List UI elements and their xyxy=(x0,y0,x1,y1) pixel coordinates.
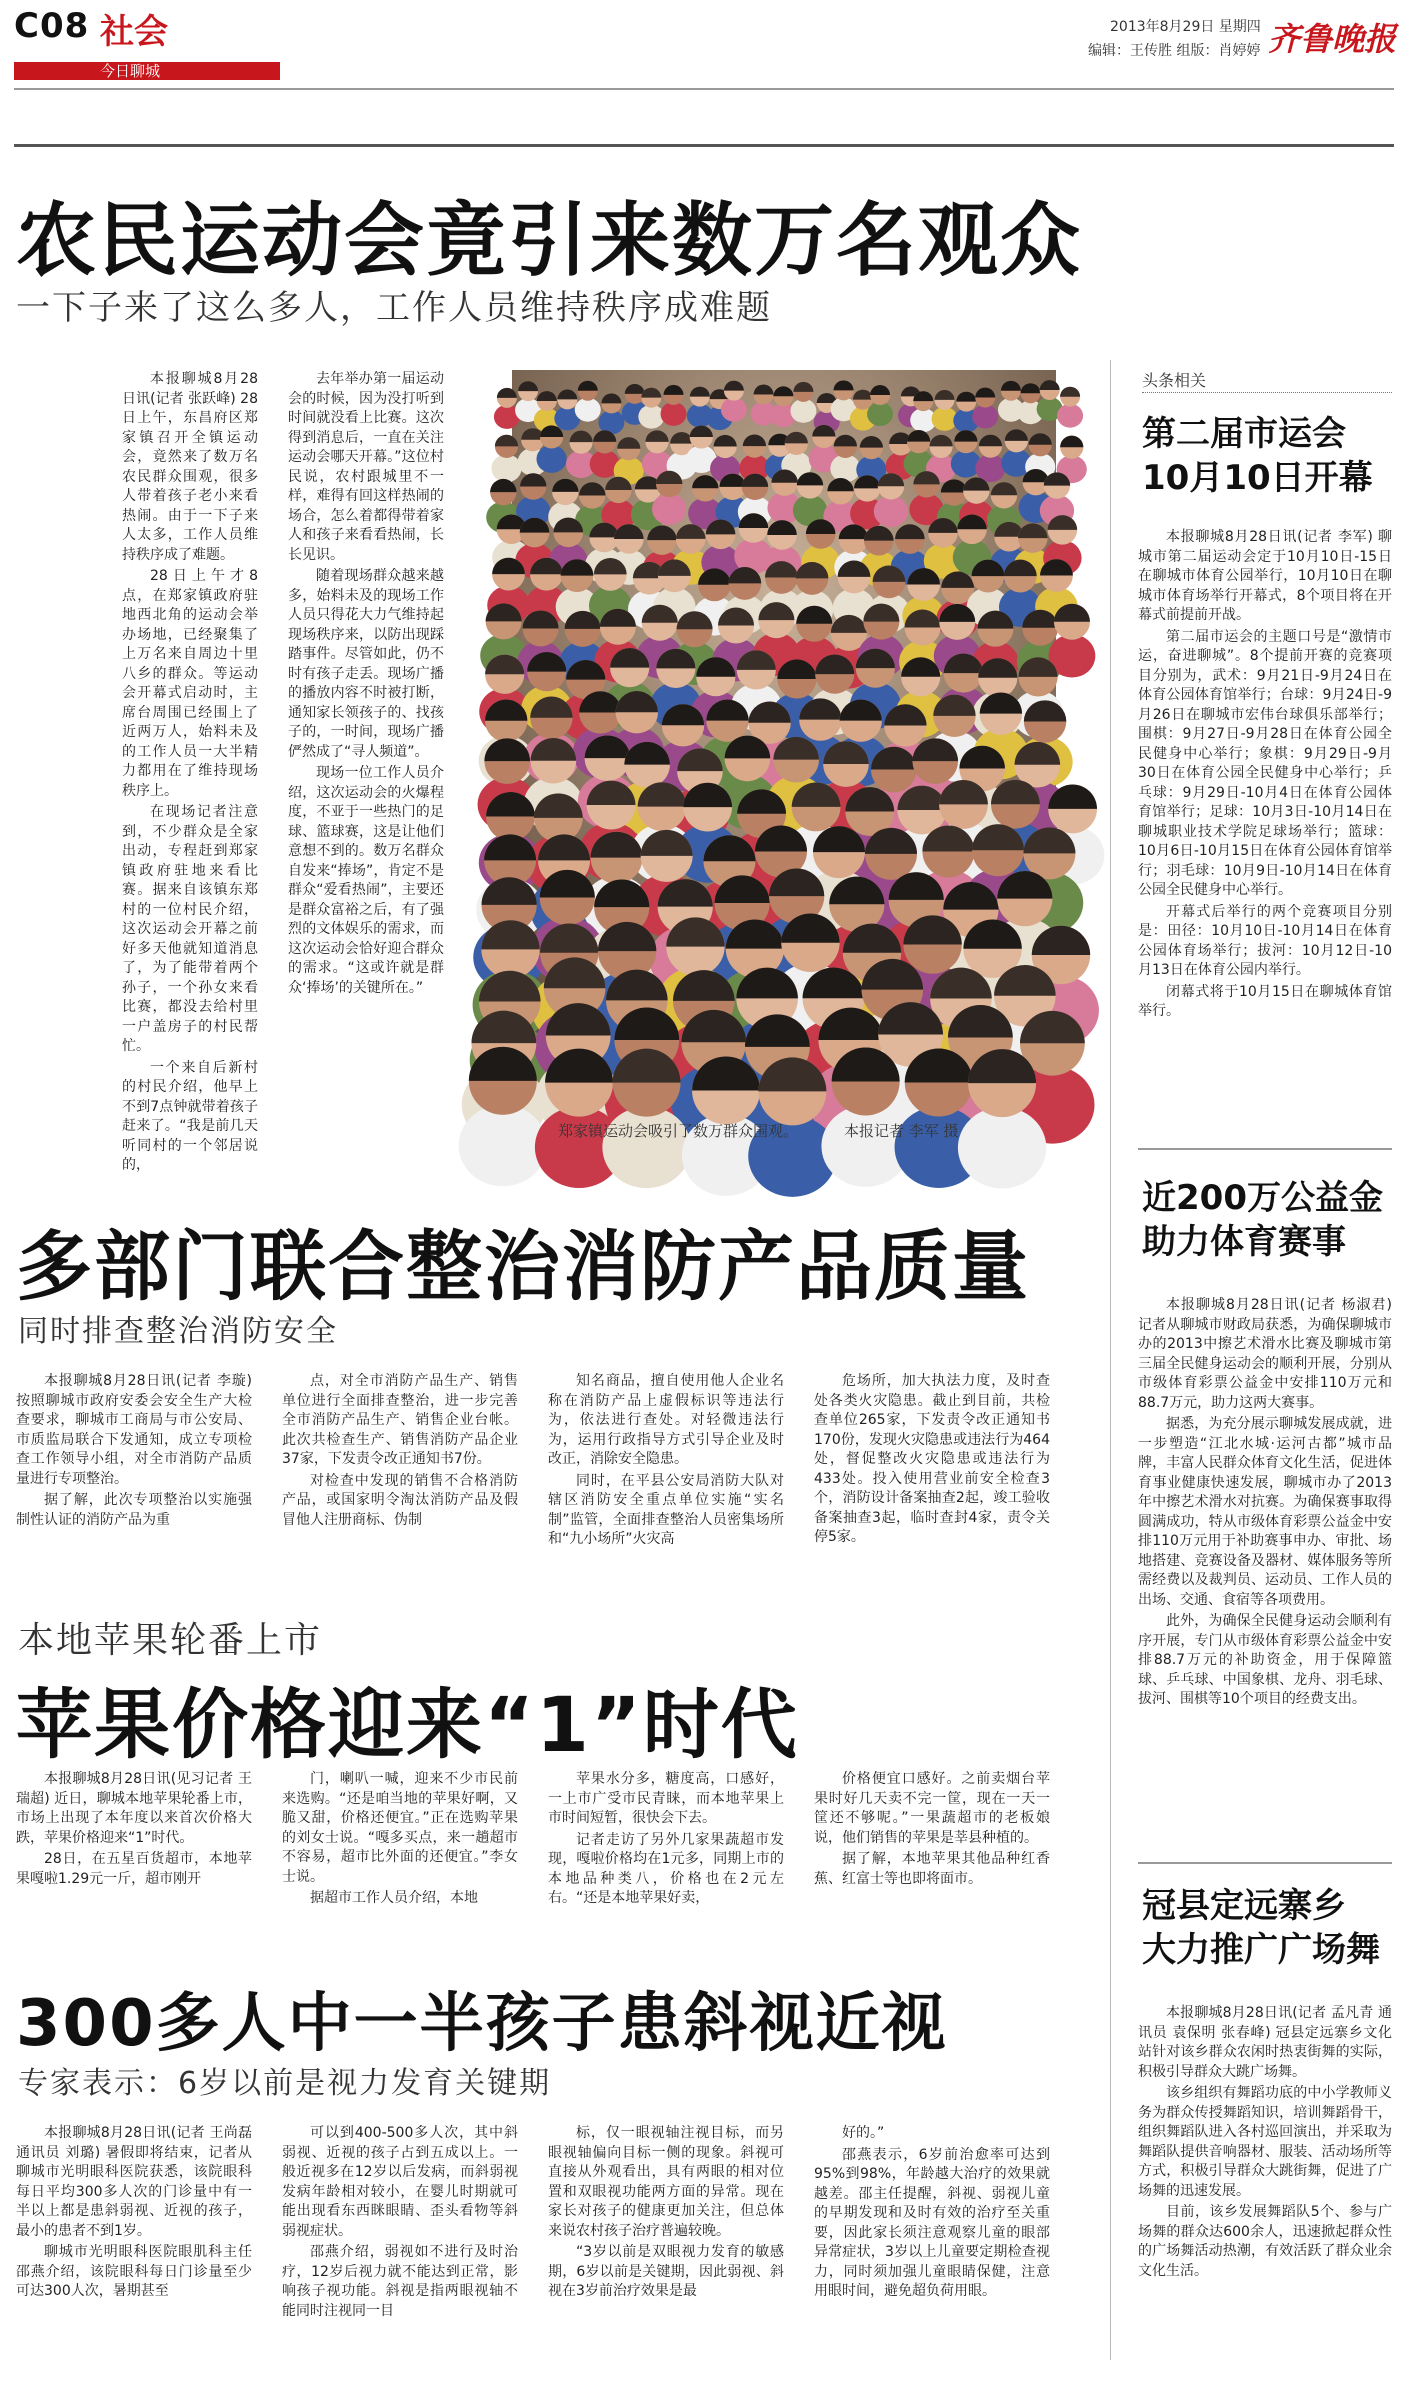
paragraph: 本报聊城8月28日讯(见习记者 王瑞超) 近日，聊城本地苹果轮番上市，市场上出现了本年度以来首次价格大跌，苹果价格迎来“1”时代。 xyxy=(16,1771,252,1846)
paragraph: 危场所，加大执法力度，及时查处各类火灾隐患。截止到目前，共检查单位265家，下发责令改正通知书170份，发现火灾隐患或违法行为464处，督促整改火灾隐患或违法行为433处。投入使用营业前安全检查3个，消防设计备案抽查2起，竣工验收备案抽查3起，临时查封4家，责令关停5家。 xyxy=(814,1373,1050,1545)
paragraph: 目前，该乡发展舞蹈队5个、参与广场舞的群众达600余人，迅速掀起群众性的广场舞活动热潮，有效活跃了群众业余文化生活。 xyxy=(1138,2204,1392,2279)
sidebar-divider xyxy=(1138,1148,1392,1150)
paragraph: 同时，在平县公安局消防大队对辖区消防安全重点单位实施“实名制”监管，全面排查整治人员密集场所和“九小场所”火灾高 xyxy=(548,1472,784,1547)
paragraph: 邵燕介绍，弱视如不进行及时治疗，12岁后视力就不能达到正常，影响孩子视功能。斜视是指两眼视轴不能同时注视同一目 xyxy=(282,2244,518,2319)
headline-line: 冠县定远寨乡 xyxy=(1142,1886,1346,1926)
headline-line: 助力体育赛事 xyxy=(1142,1222,1346,1262)
sidebar-story3-headline xyxy=(1142,1884,1380,1972)
apple-column-2 xyxy=(282,1770,518,1948)
apple-column-4 xyxy=(814,1770,1050,1948)
paragraph: 聊城市光明眼科医院眼肌科主任邵燕介绍，该院眼科每日门诊量至少可达300人次，暑期甚至 xyxy=(16,2244,252,2299)
crowd-body xyxy=(536,445,566,473)
section-title: 社会 xyxy=(100,12,168,52)
photo-caption: 郑家镇运动会吸引了数万群众围观。 xyxy=(558,1122,799,1140)
paragraph: 价格便宜口感好。之前卖烟台苹果时好几天卖不完一筐，现在一天一筐还不够呢。”一果蔬超市的老板娘说，他们销售的苹果是莘县种植的。 xyxy=(814,1771,1050,1846)
crowd-body xyxy=(459,1105,547,1187)
sidebar-separator xyxy=(1110,360,1111,2360)
paragraph: 此外，为确保全民健身运动会顺利有序开展，专门从市级体育彩票公益金中安排88.7万元的补助资金，用于保障篮球、乒乓球、中国象棋、龙舟、羽毛球、拔河、围棋等10个项目的经费支出。 xyxy=(1138,1613,1392,1707)
crowd-hair xyxy=(1060,387,1080,397)
paragraph: 知名商品，擅自使用他人企业名称在消防产品上虚假标识等违法行为，依法进行查处。对轻微违法行为，运用行政指导方式引导企业及时改正，消除安全隐患。 xyxy=(548,1373,784,1467)
paragraph: 好的。” xyxy=(842,2125,885,2141)
paragraph: 去年举办第一届运动会的时候，因为没打听到时间就没看上比赛。这次得到消息后，一直在关注运动会哪天开幕。”这位村民说，农村跟城里不一样，难得有回这样热闹的场合，怎么着都得带着家人和孩子来看看热闹，长长见识。 xyxy=(288,371,444,563)
crowd-body xyxy=(661,402,687,426)
subsection-title: 今日聊城 xyxy=(100,62,161,80)
crowd-body xyxy=(491,454,521,482)
crowd-body xyxy=(575,398,601,422)
sidebar-story2-body xyxy=(1138,1296,1392,1844)
sidebar-story1-body xyxy=(1138,528,1392,1112)
apple-column-3 xyxy=(548,1770,784,1948)
paragraph: 本报聊城8月28日讯(记者 李璇) 按照聊城市政府安委会安全生产大检查要求，聊城市工商局与市公安局、市质监局联合下发通知，成立专项检查工作领导小组，对全市消防产品质量进行专项整治。 xyxy=(16,1373,252,1487)
crowd-body xyxy=(1057,404,1083,428)
paragraph: 在现场记者注意到，不少群众是全家出动，专程赶到郑家镇政府驻地来看比赛。据来自该镇东郑村的一位村民介绍，这次运动会开幕之前好多天他就知道消息了，为了能带着两个孙子，一个孙女来看比赛，都没去给村里一户盖房子的村民帮忙。 xyxy=(122,804,258,1054)
fire-column-3 xyxy=(548,1372,784,1568)
apple-kicker: 本地苹果轮番上市 xyxy=(18,1620,323,1661)
eyes-column-3 xyxy=(548,2124,784,2374)
paragraph: 据超市工作人员介绍，本地 xyxy=(310,1890,478,1906)
fire-subheadline: 同时排查整治消防安全 xyxy=(18,1314,338,1349)
paragraph: 点，对全市消防产品生产、销售单位进行全面排查整治，进一步完善全市消防产品生产、销售企业台帐。此次共检查生产、销售消防产品企业37家，下发责令改正通知书7份。 xyxy=(282,1373,518,1467)
crowd-body xyxy=(721,398,747,422)
paragraph: 本报聊城8月28日讯(记者 张跃峰) 28日上午，东昌府区郑家镇召开全镇运动会，竟然来了数万名农民群众围观，很多人带着孩子老小来看热闹。由于一下子来人太多，工作人员维持秩序成了难题。 xyxy=(122,371,258,563)
paragraph: 可以到400-500多人次，其中斜弱视、近视的孩子占到五成以上。一般近视多在12岁以后发病，而斜弱视发病年龄相对较小，在婴儿时期就可能出现看东西眯眼睛、歪头看物等斜弱视症状。 xyxy=(282,2125,518,2239)
paragraph: 本报聊城8月28日讯(记者 王尚磊 通讯员 刘璐) 暑假即将结束，记者从聊城市光明眼科医院获悉，该院眼科每日平均300多人次的门诊量中有一半以上都是患斜弱视、近视的孩子，最小的患者不到1岁。 xyxy=(16,2125,252,2239)
lead-column-2 xyxy=(288,370,444,1100)
apple-column-1 xyxy=(16,1770,252,1948)
sidebar-story2-headline xyxy=(1142,1176,1383,1264)
paragraph: 本报聊城8月28日讯(记者 李军) 聊城市第二届运动会定于10月10日-15日在聊城市体育公园举行，10月10日在聊城市体育场举行开幕式，8个项目将在开幕式前提前开战。 xyxy=(1138,529,1392,623)
headline-rule xyxy=(14,144,1394,147)
paragraph: 28日上午才8点，在郑家镇政府驻地西北角的运动会举办场地，已经聚集了上万名来自周边十里八乡的群众。等运动会开幕式启动时，主席台周围已经围上了近两万人，始料未及的工作人员一大半精力都用在了维持现场秩序上。 xyxy=(122,568,258,799)
sidebar-label-rule xyxy=(1142,392,1392,393)
lead-column-1 xyxy=(122,370,258,1173)
paragraph: 苹果水分多，糖度高，口感好，一上市广受市民青睐，而本地苹果上市时间短暂，很快会下去。 xyxy=(548,1771,784,1826)
headline-line: 10月10日开幕 xyxy=(1142,458,1373,498)
crowd-body xyxy=(790,399,816,423)
paragraph: 第二届市运会的主题口号是“激情市运，奋进聊城”。8个提前开赛的竞赛项目分别为，武术：9月21日-9月24日在体育公园体育馆举行；台球：9月24日-9月26日在聊城市宏伟台球俱乐部举行；围棋：9月27日-9月28日在体育公园全民健身中心举行；象棋：9月29日-9月30日在体育公园全民健身中心举行；乒乓球：9月29日-10月4日在体育公园体育馆举行；足球：10月3日-10月14日在聊城职业技术学院足球场举行；篮球：10月6日-10月15日在体育公园体育馆举行；羽毛球：10月9日-10月14日在体育公园全民健身中心举行。 xyxy=(1138,628,1392,898)
crowd-body xyxy=(958,1107,1046,1189)
fire-column-4 xyxy=(814,1372,1050,1568)
eyes-column-4 xyxy=(814,2124,1050,2374)
newspaper-logo: 齐鲁晚报 xyxy=(1268,20,1397,58)
paragraph: 据了解，此次专项整治以实施强制性认证的消防产品为重 xyxy=(16,1492,252,1528)
paragraph: 开幕式后举行的两个竞赛项目分别是：田径：10月10日-10月14日在体育公园体育场举行；拔河：10月12日-10月13日在体育公园内举行。 xyxy=(1138,903,1392,978)
fire-column-2 xyxy=(282,1372,518,1568)
editor-credit: 编辑：王传胜 组版：肖婷婷 xyxy=(1088,43,1261,59)
fire-column-1 xyxy=(16,1372,252,1568)
crowd-body xyxy=(867,402,893,426)
crowd-body xyxy=(874,496,908,528)
paragraph: 本报聊城8月28日讯(记者 杨淑君) 记者从聊城市财政局获悉，为确保聊城市办的2013中擦艺术滑水比赛及聊城市第三届全民健身运动会的顺利开展，分别从市级体育彩票公益金中安排110万元和88.7万元，助力这两大赛事。 xyxy=(1138,1297,1392,1411)
paragraph: 28日，在五星百货超市，本地苹果嘎啦1.29元一斤，超市刚开 xyxy=(16,1851,252,1887)
paragraph: 记者走访了另外几家果蔬超市发现，嘎啦价格均在1元多，同期上市的本地品种类八，价格也在2元左右。“还是本地苹果好卖， xyxy=(548,1831,784,1906)
paragraph: 标，仅一眼视轴注视目标，而另眼视轴偏向目标一侧的现象。斜视可直接从外观看出，具有两眼的相对位置和双眼视功能两方面的异常。现在家长对孩子的健康更加关注，但总体来说农村孩子治疗普遍较晚。 xyxy=(548,2125,784,2239)
paragraph: 现场一位工作人员介绍，这次运动会的火爆程度，不亚于一些热门的足球、篮球赛，这是让他们意想不到的。数万名群众自发来“捧场”，肯定不是群众“爱看热闹”，主要还是群众富裕之后，有了强烈的文体娱乐的需求，而这次运动会恰好迎合群众的需求。“这或许就是群众‘捧场’的关键所在。” xyxy=(288,765,444,996)
eyes-subheadline: 专家表示：6岁以前是视力发育关键期 xyxy=(18,2066,552,2101)
photo-credit: 本报记者 李军 摄 xyxy=(844,1122,959,1140)
eyes-headline: 300多人中一半孩子患斜视近视 xyxy=(16,1987,948,2061)
headline-line: 近200万公益金 xyxy=(1142,1178,1383,1218)
sidebar-label: 头条相关 xyxy=(1142,371,1207,390)
paragraph: 据悉，为充分展示聊城发展成就，进一步塑造“江北水城·运河古都”城市品牌，丰富人民群众体育文化生活，促进体育事业健康快速发展，聊城市办了2013年中擦艺术滑水对抗赛。为确保赛事取得圆满成功，特从市级体育彩票公益金中安排110万元用于补助赛事申办、审批、场地搭建、竞赛设备及器材、媒体服务等所需经费以及裁判员、运动员、工作人员的出场、交通、食宿等各项费用。 xyxy=(1138,1416,1392,1608)
crowd-body xyxy=(638,405,664,429)
headline-line: 第二届市运会 xyxy=(1142,414,1346,454)
paragraph: 据了解，本地苹果其他品种红香蕉、红富士等也即将面市。 xyxy=(814,1851,1050,1887)
issue-date: 2013年8月29日 星期四 xyxy=(1110,19,1261,35)
paragraph: 邵燕表示，6岁前治愈率可达到95%到98%，年龄越大治疗的效果就越差。邵主任提醒，斜视、弱视儿童的早期发现和及时有效的治疗至关重要，因此家长须注意观察儿童的眼部异常症状，3岁以上儿童要定期检查视力，同时须加强儿童眼睛保健，注意用眼时间，避免超负荷用眼。 xyxy=(814,2146,1050,2299)
paragraph: 对检查中发现的销售不合格消防产品，或国家明令淘汰消防产品及假冒他人注册商标、伪制 xyxy=(282,1472,518,1528)
paragraph: 随着现场群众越来越多，始料未及的现场工作人员只得花大力气维持起现场秩序来，以防出现踩踏事件。尽管如此，仍不时有孩子走丢。现场广播的播放内容不时被打断，通知家长领孩子的、找孩子的，一时间，现场广播俨然成了“寻人频道”。 xyxy=(288,568,444,760)
page-number: C08 xyxy=(14,6,90,46)
apple-headline: 苹果价格迎来“1”时代 xyxy=(16,1680,799,1769)
eyes-column-1 xyxy=(16,2124,252,2374)
fire-headline: 多部门联合整治消防产品质量 xyxy=(16,1222,1030,1311)
paragraph: 闭幕式将于10月15日在聊城体育馆举行。 xyxy=(1138,983,1392,1019)
paragraph: 门，喇叭一喊，迎来不少市民前来选购。“还是咱当地的苹果好啊，又脆又甜，价格还便宜。”正在选购苹果的刘女士说。“嘎多买点，来一趟超市不容易，超市比外面的还便宜。”李女士说。 xyxy=(282,1771,518,1885)
crowd-body xyxy=(602,1106,690,1188)
sidebar-divider xyxy=(1138,1862,1392,1864)
paragraph: “3岁以前是双眼视力发育的敏感期，6岁以前是关键期，因此弱视、斜视在3岁前治疗效果是最 xyxy=(548,2244,784,2299)
crowd-photo-illustration xyxy=(512,370,1056,1110)
crowd-body xyxy=(830,454,860,482)
crowd-body xyxy=(652,493,686,525)
crowd-hair xyxy=(1060,436,1083,448)
paragraph: 本报聊城8月28日讯(记者 孟凡青 通讯员 袁保明 张春峰) 冠县定远寨乡文化站针对该乡群众农闲时热衷街舞的实际，积极引导群众大跳广场舞。 xyxy=(1138,2005,1392,2080)
masthead-rule xyxy=(14,88,1394,90)
lead-subheadline: 一下子来了这么多人，工作人员维持秩序成难题 xyxy=(16,288,772,328)
eyes-column-2 xyxy=(282,2124,518,2374)
crowd-photo xyxy=(512,370,1056,1110)
paragraph: 该乡组织有舞蹈功底的中小学教师义务为群众传授舞蹈知识，培训舞蹈骨干，组织舞蹈队进入各村巡回演出，并采取为舞蹈队提供音响器材、服装、活动场所等方式，积极引导群众大跳街舞，促进了广场舞的迅速发展。 xyxy=(1138,2085,1392,2199)
sidebar-story3-body xyxy=(1138,2004,1392,2376)
crowd-body xyxy=(972,405,998,429)
lead-headline: 农民运动会竟引来数万名观众 xyxy=(16,194,1082,287)
sidebar-story1-headline xyxy=(1142,412,1373,500)
headline-line: 大力推广广场舞 xyxy=(1142,1930,1380,1970)
paragraph: 一个来自后新村的村民介绍，他早上不到7点钟就带着孩子赶来了。“我是前几天听同村的一个邻居说的， xyxy=(122,1059,258,1173)
